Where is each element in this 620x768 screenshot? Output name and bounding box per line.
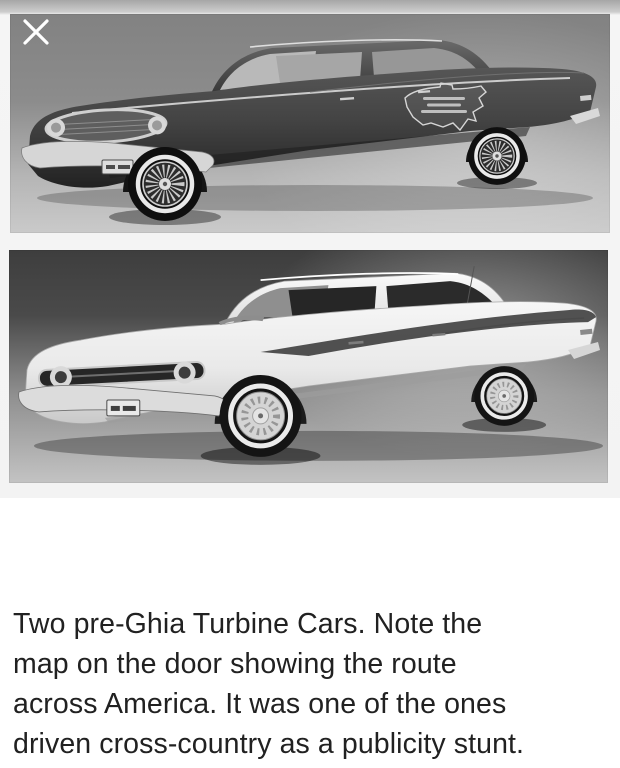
photo-bottom — [9, 250, 608, 483]
front-wheel — [128, 147, 202, 221]
caption-line: across America. It was one of the ones — [13, 688, 507, 720]
photo-top — [10, 14, 610, 233]
close-button[interactable] — [14, 10, 58, 54]
rear-wheel — [474, 366, 534, 426]
front-wheel — [220, 375, 302, 457]
x-icon — [20, 16, 52, 48]
caption-line: driven cross-country as a publicity stunt. — [13, 728, 525, 760]
rear-wheel — [468, 127, 526, 185]
caption-line: map on the door showing the route — [13, 648, 457, 680]
caption-line: Two pre-Ghia Turbine Cars. Note the — [13, 608, 483, 640]
white-car-illustration — [9, 250, 608, 483]
image-caption — [0, 604, 620, 764]
dark-car-illustration — [10, 14, 610, 233]
